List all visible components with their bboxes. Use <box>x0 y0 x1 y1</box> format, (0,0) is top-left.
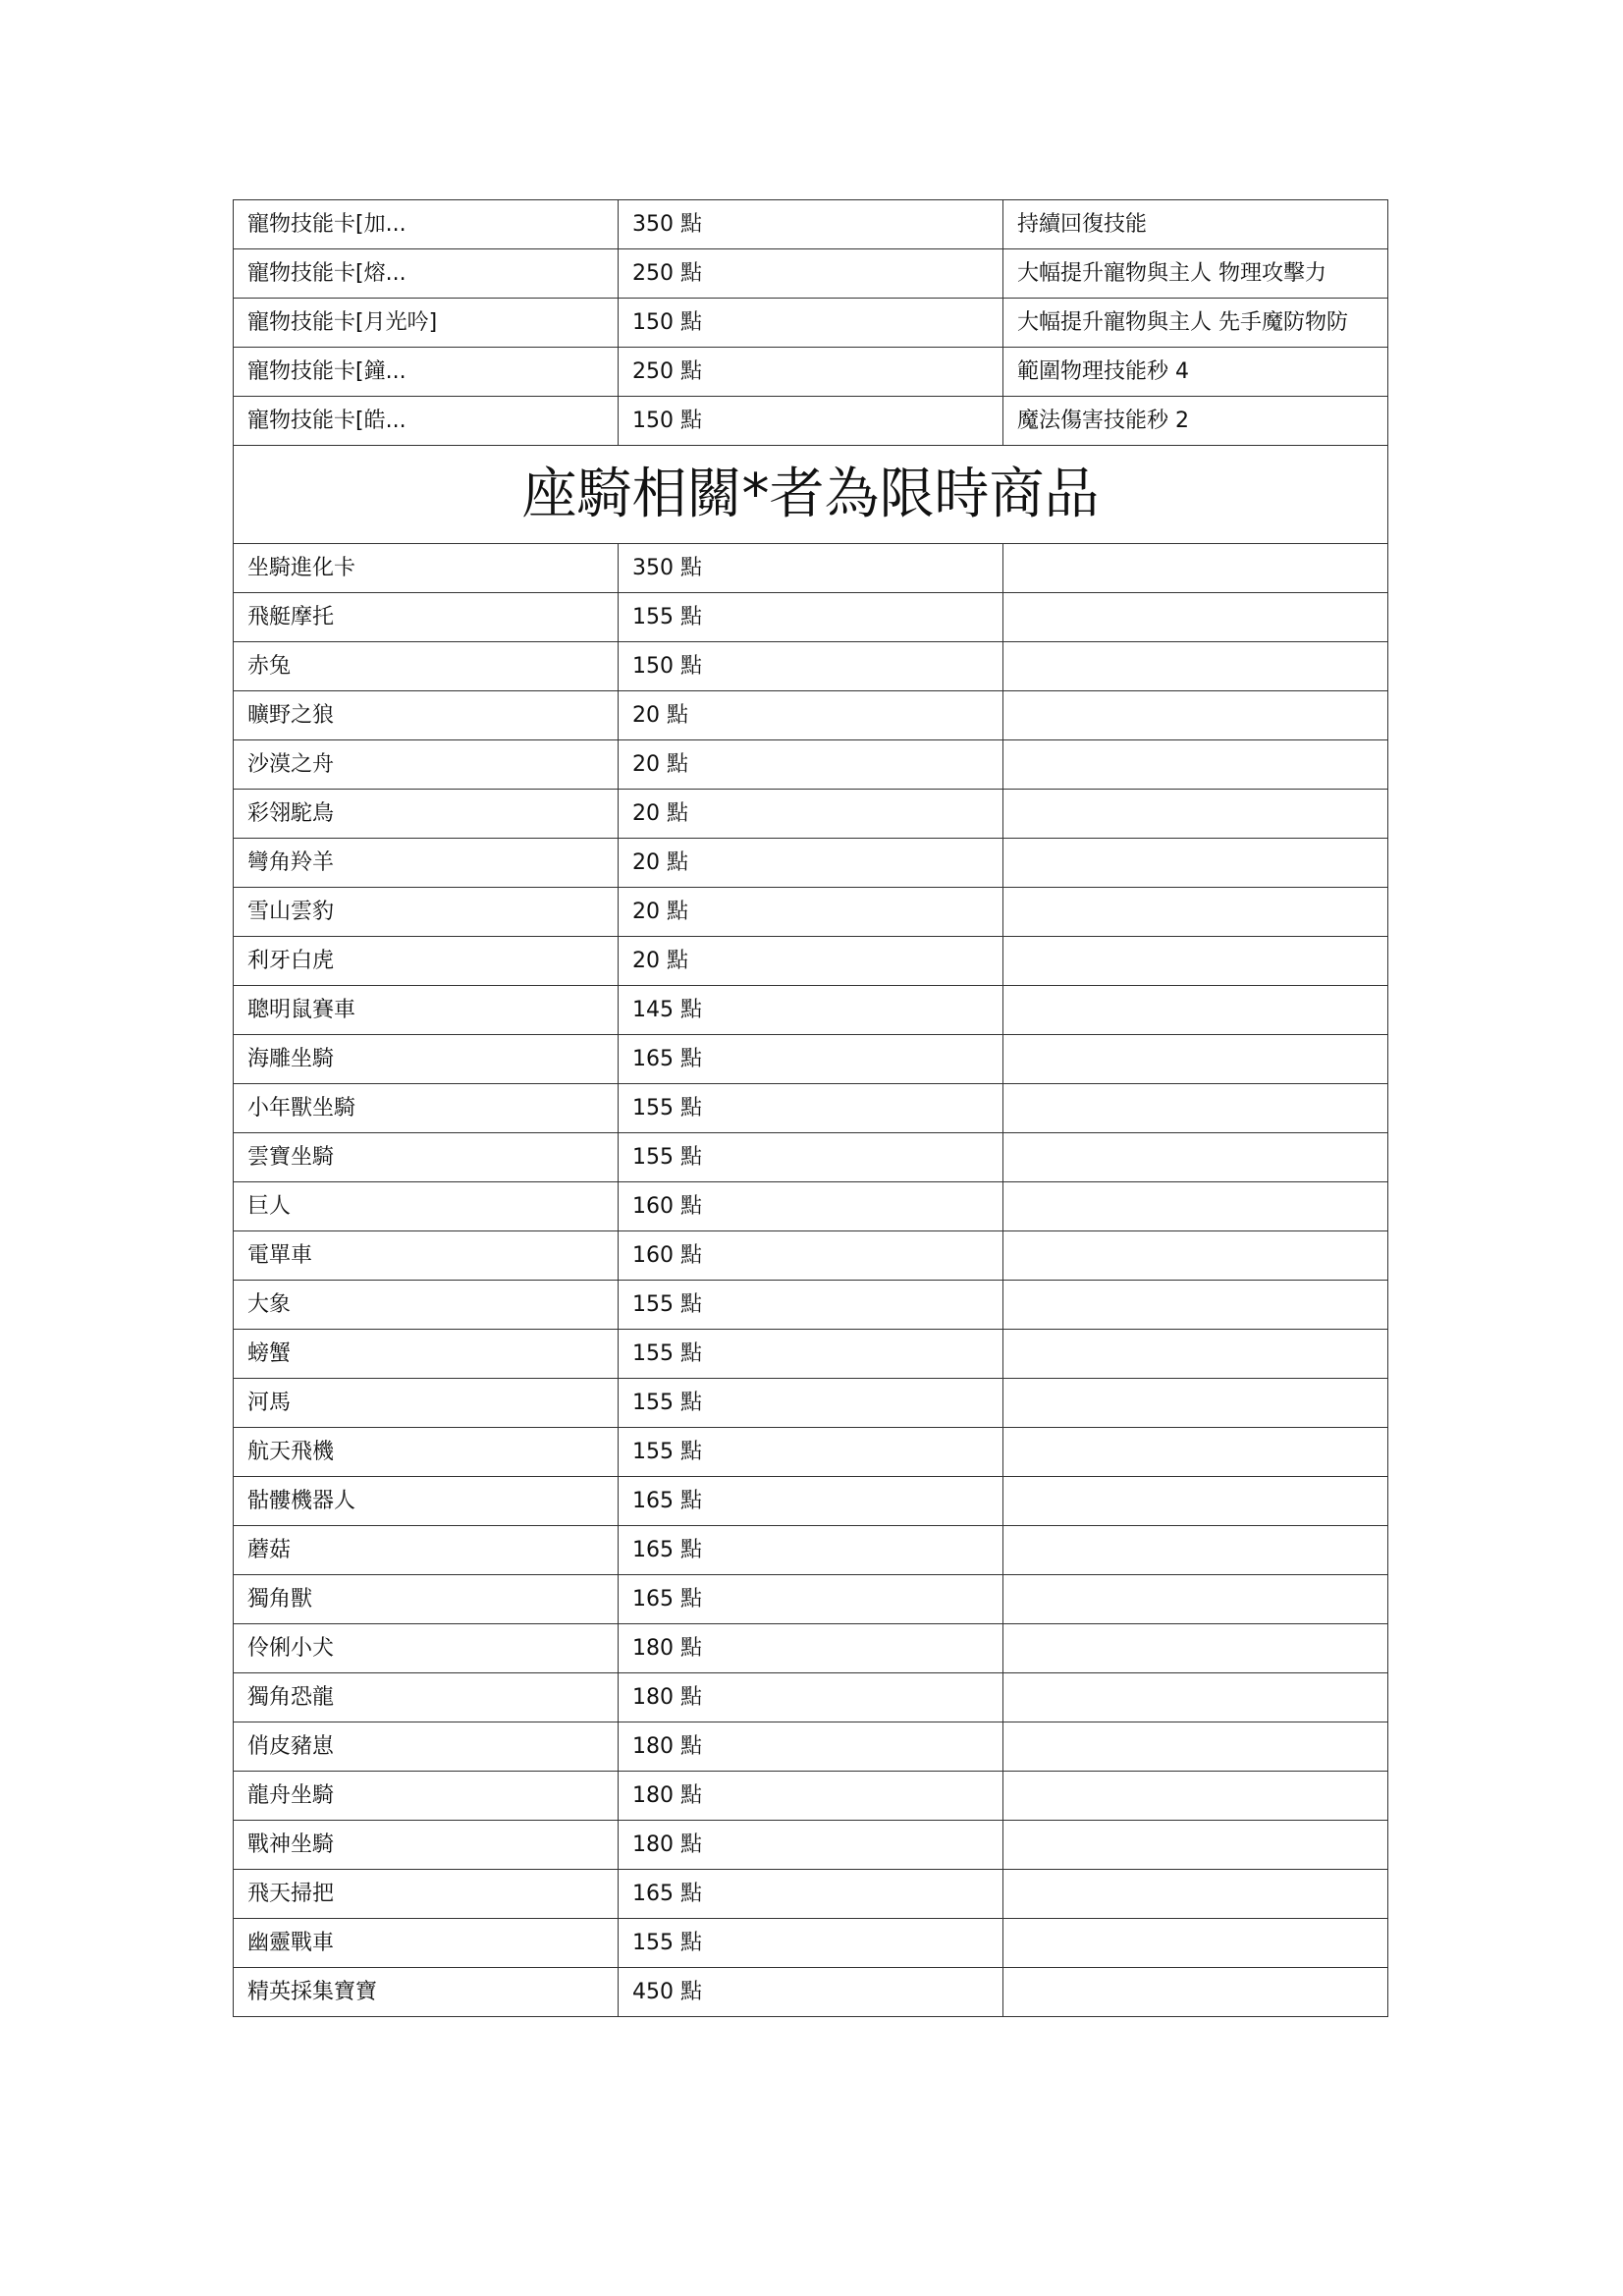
item-price-cell: 165 點 <box>619 1526 1003 1575</box>
item-name-cell: 坐騎進化卡 <box>234 544 619 593</box>
item-name-cell: 利牙白虎 <box>234 937 619 986</box>
table-row <box>234 200 1388 249</box>
item-price-cell: 150 點 <box>619 642 1003 691</box>
item-desc-cell <box>1003 1035 1388 1084</box>
item-price-cell: 155 點 <box>619 1379 1003 1428</box>
item-desc-cell: 範圍物理技能秒 4 <box>1003 348 1388 397</box>
table-row <box>234 1575 1388 1624</box>
item-name-cell: 赤兔 <box>234 642 619 691</box>
item-name-cell: 戰神坐騎 <box>234 1821 619 1870</box>
item-desc-cell <box>1003 1084 1388 1133</box>
item-price-cell: 20 點 <box>619 937 1003 986</box>
item-desc-cell: 大幅提升寵物與主人 物理攻擊力 <box>1003 249 1388 299</box>
item-desc-cell <box>1003 839 1388 888</box>
item-name-cell: 電單車 <box>234 1231 619 1281</box>
item-price-table <box>233 199 1388 2017</box>
item-name-cell: 大象 <box>234 1281 619 1330</box>
table-row <box>234 348 1388 397</box>
item-price-cell: 165 點 <box>619 1575 1003 1624</box>
item-price-cell: 145 點 <box>619 986 1003 1035</box>
item-name-cell: 幽靈戰車 <box>234 1919 619 1968</box>
item-name-cell: 寵物技能卡[皓... <box>234 397 619 446</box>
item-desc-cell <box>1003 1133 1388 1182</box>
table-row <box>234 1821 1388 1870</box>
table-row <box>234 740 1388 790</box>
item-price-cell: 150 點 <box>619 397 1003 446</box>
item-desc-cell <box>1003 1379 1388 1428</box>
item-desc-cell <box>1003 1870 1388 1919</box>
table-row <box>234 937 1388 986</box>
item-desc-cell: 大幅提升寵物與主人 先手魔防物防 <box>1003 299 1388 348</box>
table-row <box>234 1379 1388 1428</box>
item-name-cell: 伶俐小犬 <box>234 1624 619 1673</box>
item-price-cell: 155 點 <box>619 1919 1003 1968</box>
item-price-cell: 180 點 <box>619 1772 1003 1821</box>
item-name-cell: 河馬 <box>234 1379 619 1428</box>
item-desc-cell <box>1003 1624 1388 1673</box>
item-name-cell: 俏皮豬崽 <box>234 1722 619 1772</box>
item-desc-cell <box>1003 1330 1388 1379</box>
item-price-cell: 180 點 <box>619 1673 1003 1722</box>
item-price-cell: 20 點 <box>619 790 1003 839</box>
table-row <box>234 1477 1388 1526</box>
item-desc-cell <box>1003 740 1388 790</box>
item-desc-cell: 魔法傷害技能秒 2 <box>1003 397 1388 446</box>
item-name-cell: 寵物技能卡[加... <box>234 200 619 249</box>
item-name-cell: 寵物技能卡[熔... <box>234 249 619 299</box>
table-row <box>234 249 1388 299</box>
item-desc-cell <box>1003 691 1388 740</box>
item-name-cell: 曠野之狼 <box>234 691 619 740</box>
item-price-cell: 20 點 <box>619 839 1003 888</box>
item-desc-cell <box>1003 1526 1388 1575</box>
table-row <box>234 1330 1388 1379</box>
item-desc-cell <box>1003 1428 1388 1477</box>
table-row <box>234 888 1388 937</box>
item-desc-cell <box>1003 1772 1388 1821</box>
table-row <box>234 1035 1388 1084</box>
item-price-cell: 155 點 <box>619 593 1003 642</box>
item-price-cell: 155 點 <box>619 1330 1003 1379</box>
item-desc-cell <box>1003 1575 1388 1624</box>
item-name-cell: 航天飛機 <box>234 1428 619 1477</box>
item-name-cell: 彩翎駝鳥 <box>234 790 619 839</box>
item-price-cell: 180 點 <box>619 1624 1003 1673</box>
mount-rows <box>234 544 1388 2017</box>
item-name-cell: 蘑菇 <box>234 1526 619 1575</box>
item-price-cell: 165 點 <box>619 1477 1003 1526</box>
table-row <box>234 593 1388 642</box>
item-desc-cell <box>1003 1722 1388 1772</box>
table-row <box>234 299 1388 348</box>
item-desc-cell <box>1003 790 1388 839</box>
table-row <box>234 1084 1388 1133</box>
item-name-cell: 雲寶坐騎 <box>234 1133 619 1182</box>
item-price-cell: 450 點 <box>619 1968 1003 2017</box>
item-name-cell: 沙漠之舟 <box>234 740 619 790</box>
item-price-cell: 20 點 <box>619 888 1003 937</box>
item-price-cell: 155 點 <box>619 1281 1003 1330</box>
document-page <box>233 199 1387 2017</box>
pet-skill-rows <box>234 200 1388 446</box>
table-row <box>234 1231 1388 1281</box>
table-row <box>234 1428 1388 1477</box>
item-name-cell: 飛天掃把 <box>234 1870 619 1919</box>
table-row <box>234 1182 1388 1231</box>
table-row <box>234 1870 1388 1919</box>
table-row <box>234 1526 1388 1575</box>
item-name-cell: 龍舟坐騎 <box>234 1772 619 1821</box>
item-desc-cell <box>1003 1281 1388 1330</box>
item-name-cell: 小年獸坐騎 <box>234 1084 619 1133</box>
item-name-cell: 海雕坐騎 <box>234 1035 619 1084</box>
item-desc-cell <box>1003 888 1388 937</box>
table-row <box>234 1281 1388 1330</box>
table-row <box>234 642 1388 691</box>
section-header-row <box>234 446 1388 544</box>
item-name-cell: 獨角獸 <box>234 1575 619 1624</box>
item-name-cell: 雪山雲豹 <box>234 888 619 937</box>
item-name-cell: 彎角羚羊 <box>234 839 619 888</box>
table-row <box>234 839 1388 888</box>
item-desc-cell <box>1003 937 1388 986</box>
table-row <box>234 397 1388 446</box>
table-row <box>234 1772 1388 1821</box>
item-desc-cell <box>1003 1477 1388 1526</box>
item-desc-cell <box>1003 1231 1388 1281</box>
item-desc-cell <box>1003 1968 1388 2017</box>
item-desc-cell <box>1003 1821 1388 1870</box>
table-row <box>234 1133 1388 1182</box>
item-name-cell: 精英採集寶寶 <box>234 1968 619 2017</box>
item-price-cell: 180 點 <box>619 1821 1003 1870</box>
item-name-cell: 獨角恐龍 <box>234 1673 619 1722</box>
item-price-cell: 20 點 <box>619 691 1003 740</box>
item-price-cell: 180 點 <box>619 1722 1003 1772</box>
item-desc-cell <box>1003 593 1388 642</box>
item-desc-cell <box>1003 1919 1388 1968</box>
item-price-cell: 155 點 <box>619 1084 1003 1133</box>
item-desc-cell <box>1003 544 1388 593</box>
item-price-cell: 160 點 <box>619 1182 1003 1231</box>
item-price-cell: 155 點 <box>619 1428 1003 1477</box>
item-price-cell: 350 點 <box>619 200 1003 249</box>
item-price-cell: 165 點 <box>619 1870 1003 1919</box>
item-price-cell: 150 點 <box>619 299 1003 348</box>
table-row <box>234 986 1388 1035</box>
item-price-cell: 165 點 <box>619 1035 1003 1084</box>
item-desc-cell: 持續回復技能 <box>1003 200 1388 249</box>
item-name-cell: 巨人 <box>234 1182 619 1231</box>
item-name-cell: 骷髏機器人 <box>234 1477 619 1526</box>
table-row <box>234 544 1388 593</box>
table-row <box>234 1722 1388 1772</box>
item-desc-cell <box>1003 1673 1388 1722</box>
item-name-cell: 寵物技能卡[鐘... <box>234 348 619 397</box>
table-row <box>234 790 1388 839</box>
table-row <box>234 1968 1388 2017</box>
item-name-cell: 飛艇摩托 <box>234 593 619 642</box>
item-price-cell: 155 點 <box>619 1133 1003 1182</box>
item-name-cell: 螃蟹 <box>234 1330 619 1379</box>
table-row <box>234 1624 1388 1673</box>
item-name-cell: 寵物技能卡[月光吟] <box>234 299 619 348</box>
table-row <box>234 691 1388 740</box>
item-price-cell: 20 點 <box>619 740 1003 790</box>
table-row <box>234 1919 1388 1968</box>
item-name-cell: 聰明鼠賽車 <box>234 986 619 1035</box>
item-price-cell: 250 點 <box>619 348 1003 397</box>
item-desc-cell <box>1003 642 1388 691</box>
item-price-cell: 160 點 <box>619 1231 1003 1281</box>
section-title: 座騎相關*者為限時商品 <box>234 446 1388 544</box>
item-price-cell: 250 點 <box>619 249 1003 299</box>
item-price-cell: 350 點 <box>619 544 1003 593</box>
mount-section <box>234 446 1388 544</box>
item-desc-cell <box>1003 986 1388 1035</box>
item-desc-cell <box>1003 1182 1388 1231</box>
table-row <box>234 1673 1388 1722</box>
